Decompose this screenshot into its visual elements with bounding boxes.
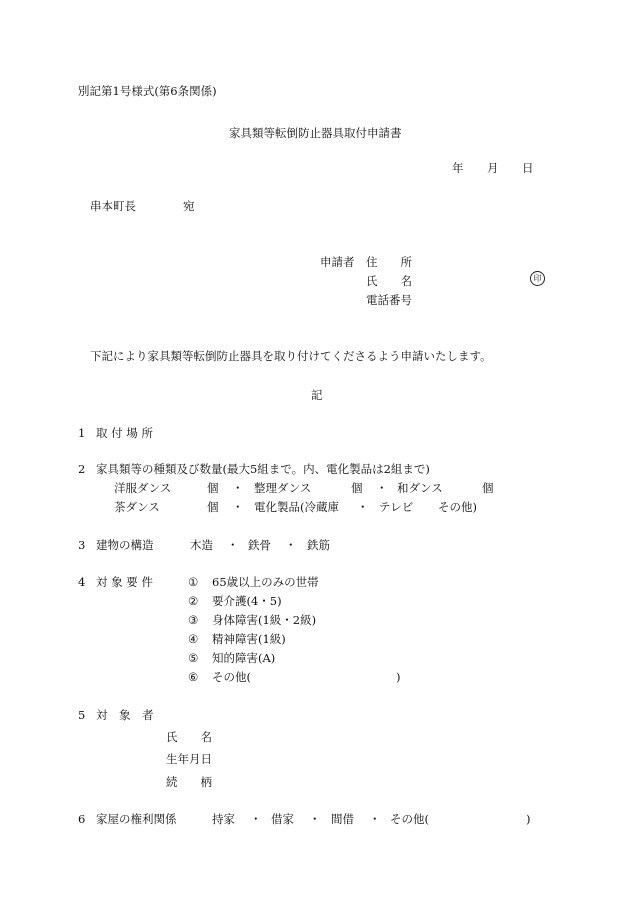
condition-text: 65歳以上のみの世帯 xyxy=(212,575,319,589)
condition-mark: ⑤ xyxy=(188,651,199,665)
item4-number: 4 xyxy=(78,575,86,589)
addressee: 串本町長 xyxy=(90,199,136,213)
condition-text: 精神障害(1級) xyxy=(212,632,286,646)
yofuku-ko: 個 xyxy=(207,481,219,495)
item4-label: 対 象 要 件 xyxy=(96,575,153,589)
cha-ko: 個 xyxy=(207,500,219,514)
date-year-label: 年 xyxy=(452,161,464,175)
condition-close-paren: ) xyxy=(396,670,401,684)
condition-text: 知的障害(A) xyxy=(212,651,276,665)
name-label: 氏 名 xyxy=(366,274,412,288)
terebi: テレビ xyxy=(379,500,414,514)
applicant-label: 申請者 xyxy=(320,255,355,269)
date-day-label: 日 xyxy=(522,161,534,175)
date-month-label: 月 xyxy=(487,161,499,175)
condition-text: その他( xyxy=(212,670,251,684)
tenure-rented: 借家 xyxy=(271,812,294,826)
row2-separator-1: ・ xyxy=(232,500,244,514)
tenure-separator-1: ・ xyxy=(250,812,262,826)
cha-dansu: 茶ダンス xyxy=(114,500,160,514)
condition-mark: ④ xyxy=(188,632,199,646)
condition-text: 身体障害(1級・2級) xyxy=(212,613,317,627)
row1-separator-1: ・ xyxy=(232,481,244,495)
item6-label: 家屋の権利関係 xyxy=(96,812,177,826)
address-label: 住 所 xyxy=(366,255,412,269)
structure-steel: 鉄骨 xyxy=(248,538,271,552)
item3-number: 3 xyxy=(78,538,86,552)
wa-dansu: 和ダンス xyxy=(397,481,443,495)
structure-wood: 木造 xyxy=(190,538,213,552)
item5-number: 5 xyxy=(78,708,86,722)
subject-birthdate-label: 生年月日 xyxy=(166,752,212,766)
tenure-other: その他( xyxy=(390,812,429,826)
document-title: 家具類等転倒防止器具取付申請書 xyxy=(229,126,402,140)
item2-number: 2 xyxy=(78,462,86,476)
condition-text: 要介護(4・5) xyxy=(212,594,282,608)
condition-mark: ⑥ xyxy=(188,670,199,684)
row1-separator-2: ・ xyxy=(376,481,388,495)
tenure-owned: 持家 xyxy=(212,812,235,826)
request-text: 下記により家具類等転倒防止器具を取り付けてくださるよう申請いたします。 xyxy=(90,349,492,363)
structure-separator-1: ・ xyxy=(227,538,239,552)
denka-seihin: 電化製品(冷蔵庫 xyxy=(254,500,339,514)
form-number: 別記第1号様式(第6条関係) xyxy=(78,84,217,98)
subject-relation-label: 続 柄 xyxy=(166,775,212,789)
structure-separator-2: ・ xyxy=(285,538,297,552)
tenure-separator-2: ・ xyxy=(309,812,321,826)
row2-separator-2: ・ xyxy=(357,500,369,514)
seiri-ko: 個 xyxy=(351,481,363,495)
item3-label: 建物の構造 xyxy=(96,538,154,552)
tenure-room: 間借 xyxy=(331,812,354,826)
tenure-separator-3: ・ xyxy=(369,812,381,826)
seiri-dansu: 整理ダンス xyxy=(254,481,312,495)
item1-number: 1 xyxy=(78,426,86,440)
yofuku-dansu: 洋服ダンス xyxy=(114,481,172,495)
sonota-denka: その他) xyxy=(438,500,477,514)
item2-label: 家具類等の種類及び数量(最大5組まで。内、電化製品は2組まで) xyxy=(96,462,430,476)
tenure-close-paren: ) xyxy=(526,812,531,826)
wa-ko: 個 xyxy=(482,481,494,495)
condition-mark: ③ xyxy=(188,613,199,627)
item5-label: 対 象 者 xyxy=(96,708,154,722)
condition-mark: ② xyxy=(188,594,199,608)
subject-name-label: 氏 名 xyxy=(166,730,212,744)
addressee-suffix: 宛 xyxy=(183,199,195,213)
item6-number: 6 xyxy=(78,812,86,826)
item1-label: 取 付 場 所 xyxy=(96,426,153,440)
phone-label: 電話番号 xyxy=(366,293,412,307)
ki-heading: 記 xyxy=(311,388,323,402)
condition-mark: ① xyxy=(188,575,199,589)
seal-mark: 印 xyxy=(530,271,545,286)
structure-rc: 鉄筋 xyxy=(307,538,330,552)
